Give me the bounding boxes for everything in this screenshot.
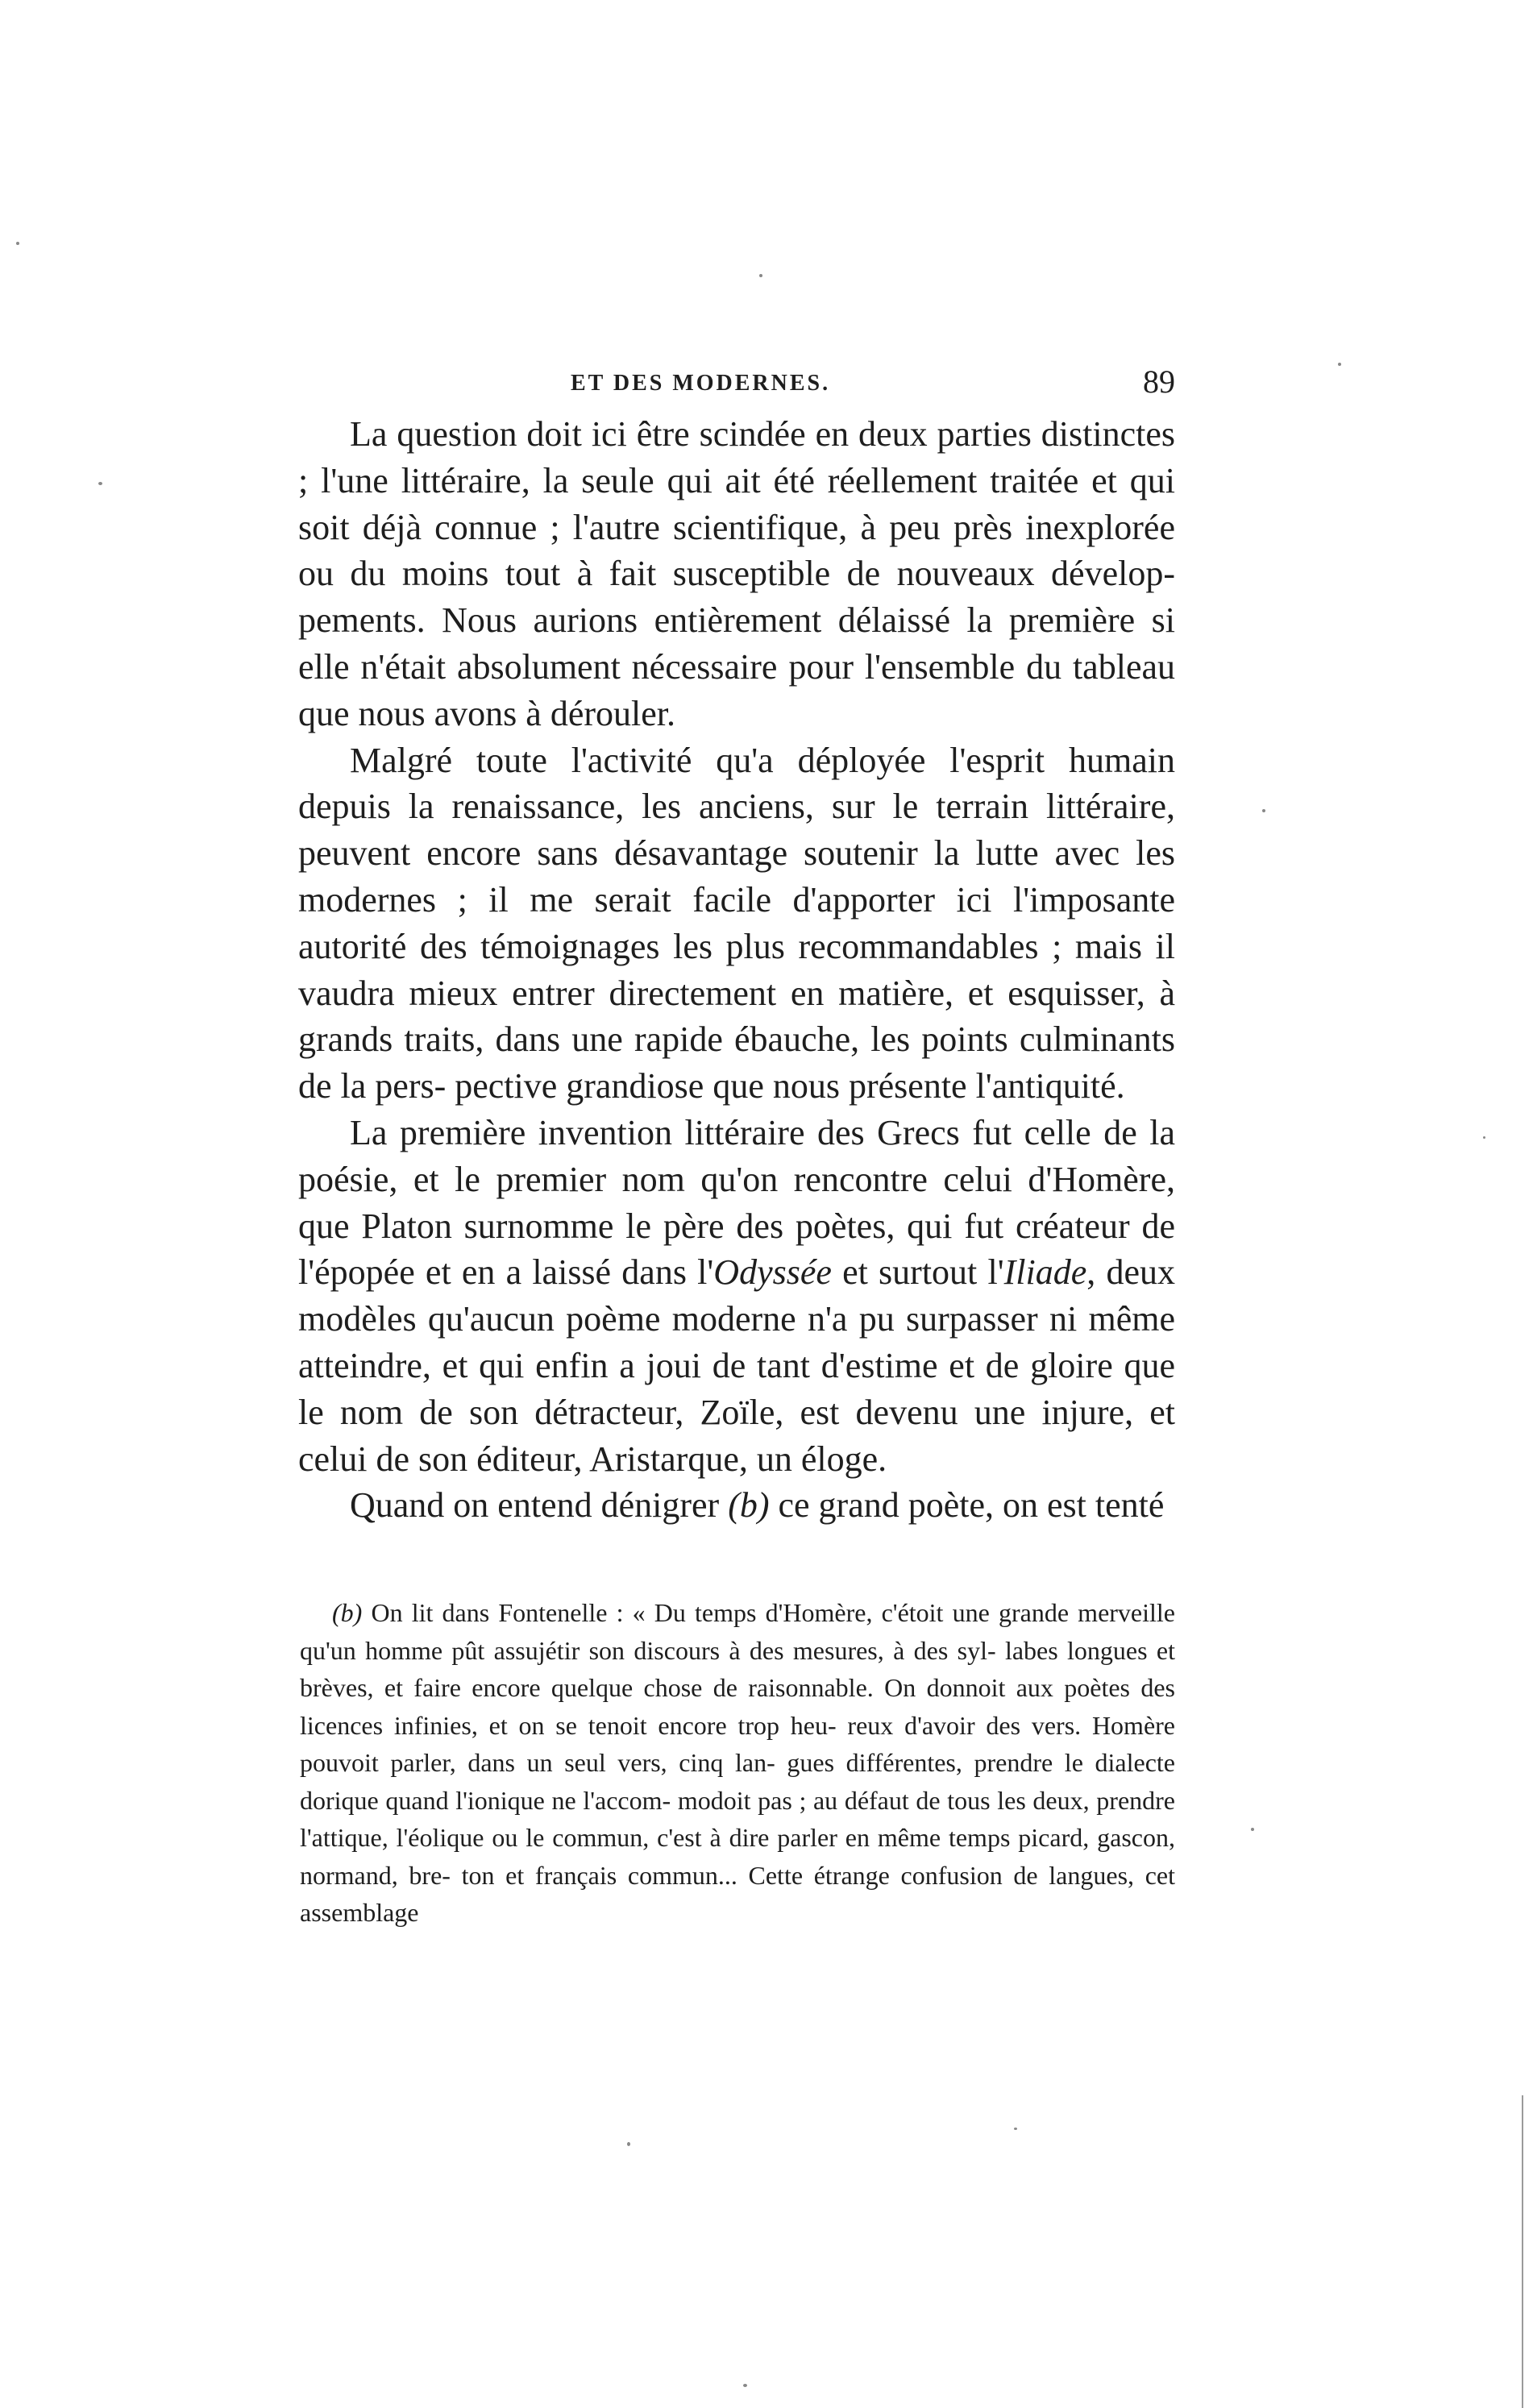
paragraph-3-part-1: La première invention littéraire des Grecs fut celle de la poésie, et le premier nom qu'on rencontre celui d'Homère, que Platon surnomme le père des poètes, qui fut créateur de l'épopée et en a laissé dans l' [298,1112,1175,1293]
paragraph-4-part-1: Quand on entend dénigrer [350,1485,729,1526]
paper-speck [1014,2128,1017,2130]
scan-edge-line [1522,2095,1523,2408]
footnote-reference: (b) [728,1485,770,1526]
paper-speck [98,482,102,485]
paper-speck [1338,363,1341,366]
paper-speck [743,2384,747,2387]
paragraph-3 [298,1110,1175,1482]
paper-speck [627,2142,630,2146]
paragraph-3-part-2: et surtout l' [831,1252,1004,1293]
paragraph-1: La question doit ici être scindée en deux parties distinctes ; l'une littéraire, la seule qui ait été réellement traitée et qui soit déjà connue ; l'autre scientifique, à peu près inexplorée ou du moins tout à fait susceptible de nouveaux dévelop- pements. Nous aurions entièrement délaissé la première si elle n'était absolument nécessaire pour l'ensemble du tableau que nous avons à dérouler. [298,414,1175,733]
paper-speck [16,242,19,245]
paper-speck [1251,1828,1254,1831]
footnote-text: On lit dans Fontenelle : « Du temps d'Homère, c'étoit une grande merveille qu'un homme pût assujétir son discours à des mesures, à des syl- labes longues et brèves, et faire encore quelque chose de raisonnable. On donnoit aux poètes des licences infinies, et on se tenoit encore trop heu- reux d'avoir des vers. Homère pouvoit parler, dans un seul vers, cinq lan- gues différentes, prendre le dialecte dorique quand l'ionique ne l'accom- modoit pas ; au défaut de tous les deux, prendre l'attique, l'éolique ou le commun, c'est à dire parler en même temps picard, gascon, normand, bre- ton et français commun... Cette étrange confusion de langues, cet assemblage [300,1598,1175,1927]
iliade-title: Iliade [1003,1252,1087,1293]
footnote [300,1594,1175,1932]
odyssee-title: Odyssée [713,1252,832,1293]
footnote-marker: (b) [332,1598,363,1627]
paper-speck [1262,809,1265,812]
paragraph-4-part-2: ce grand poète, on est tenté [769,1485,1165,1526]
paper-speck [759,274,762,277]
paragraph-3-part-3: , deux modèles qu'aucun poème moderne n'a pu surpasser ni même atteindre, et qui enfin a joui de tant d'estime et de gloire que le nom de son détracteur, Zoïle, est devenu une injure, et celui de son éditeur, Aristarque, un éloge. [298,1252,1175,1479]
page-number: 89 [1143,363,1175,400]
main-text [298,411,1175,1529]
paragraph-4 [298,1482,1175,1529]
running-title: ET DES MODERNES. [571,371,831,396]
running-head [298,363,1175,411]
paragraph-2: Malgré toute l'activité qu'a déployée l'esprit humain depuis la renaissance, les anciens, sur le terrain littéraire, peuvent encore sans désavantage soutenir la lutte avec les modernes ; il me serait facile d'apporter ici l'imposante autorité des témoignages les plus recommandables ; mais il vaudra mieux entrer directement en matière, et esquisser, à grands traits, dans une rapide ébauche, les points culminants de la pers- pective grandiose que nous présente l'antiquité. [298,740,1175,1106]
paper-speck [1483,1136,1485,1139]
